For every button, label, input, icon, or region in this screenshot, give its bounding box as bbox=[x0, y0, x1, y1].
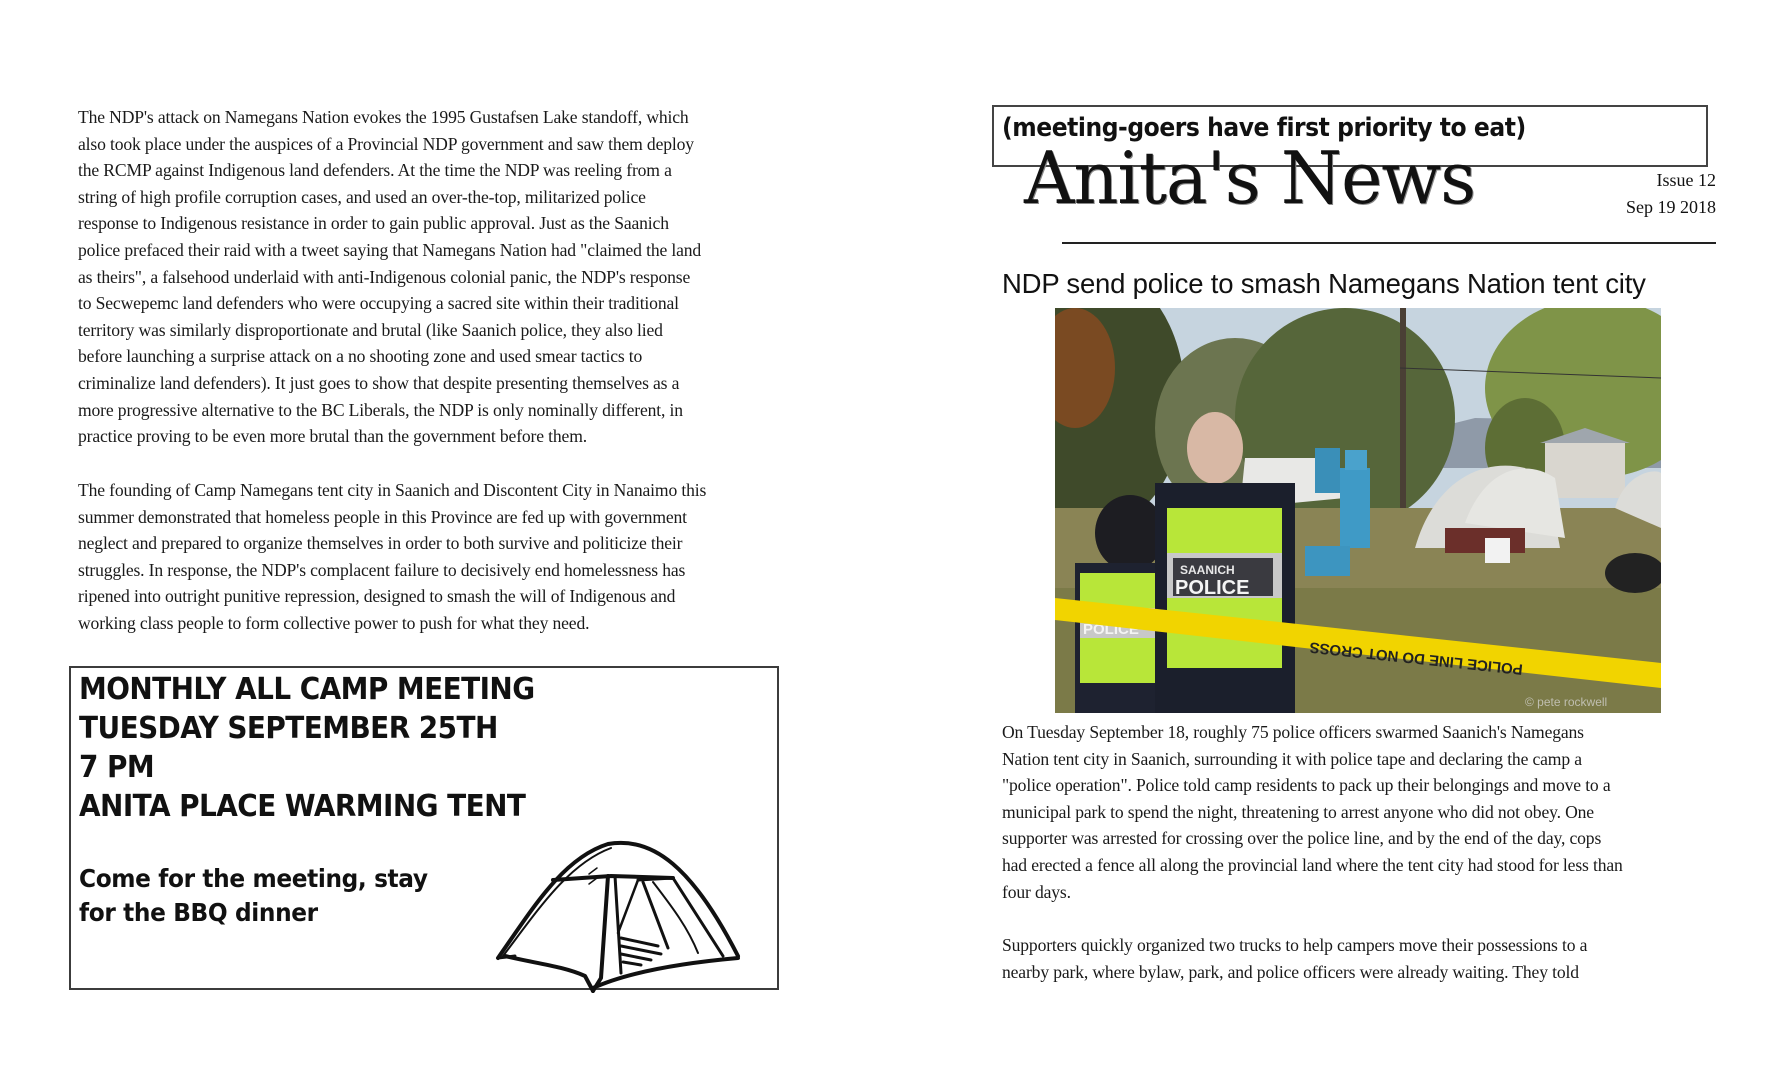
text-line: The founding of Camp Namegans tent city in Saanich and Discontent City in Nanaimo this bbox=[78, 480, 707, 500]
article-paragraph-2 bbox=[78, 477, 706, 637]
text-line: string of high profile corruption cases, and used an over-the-top, militarized police bbox=[78, 186, 646, 207]
text-line: ripened into outright punitive repression, designed to smash the will of Indigenous and bbox=[78, 586, 676, 607]
text-line: nearby park, where bylaw, park, and police officers were already waiting. They told bbox=[1002, 961, 1579, 982]
right-page bbox=[896, 0, 1792, 1088]
text-line: practice proving to be even more brutal than the government before them. bbox=[78, 426, 587, 447]
svg-text:© pete rockwell: © pete rockwell bbox=[1525, 695, 1608, 709]
masthead-divider bbox=[1062, 242, 1716, 244]
article-headline: NDP send police to smash Namegans Nation tent city bbox=[1002, 268, 1646, 299]
meeting-location: ANITA PLACE WARMING TENT bbox=[79, 789, 526, 824]
text-line: neglect and prepared to organize themselves in order to both survive and politicize their bbox=[78, 533, 683, 554]
svg-text:SAANICH: SAANICH bbox=[1180, 563, 1235, 577]
svg-text:POLICE: POLICE bbox=[1175, 577, 1250, 599]
text-line: to Secwepemc land defenders who were occupying a sacred site within their traditional bbox=[78, 293, 679, 314]
article-body-paragraph-2 bbox=[1002, 932, 1587, 985]
text-line: summer demonstrated that homeless people in this Province are fed up with government bbox=[78, 506, 687, 527]
text-line: the RCMP against Indigenous land defenders. At the time the NDP was reeling from a bbox=[78, 160, 672, 181]
text-line: territory was similarly disproportionate and brutal (like Saanich police, they also lied bbox=[78, 319, 663, 340]
text-line: before launching a surprise attack on a no shooting zone and used smear tactics to bbox=[78, 346, 643, 367]
text-line: criminalize land defenders). It just goes to show that despite presenting themselves as a bbox=[78, 372, 680, 393]
issue-date: Sep 19 2018 bbox=[1626, 197, 1716, 217]
police-scene-illustration bbox=[1055, 308, 1661, 713]
text-line: Supporters quickly organized two trucks to help campers move their possessions to a bbox=[1002, 935, 1588, 955]
meeting-title: MONTHLY ALL CAMP MEETING bbox=[79, 672, 535, 707]
text-line: Nation tent city in Saanich, surrounding it with police tape and declaring the camp a bbox=[1002, 748, 1582, 769]
text-line: struggles. In response, the NDP's complacent failure to decisively end homelessness has bbox=[78, 559, 686, 580]
meeting-invite-line-1: Come for the meeting, stay bbox=[79, 864, 428, 893]
article-paragraph-1 bbox=[78, 104, 701, 450]
text-line: On Tuesday September 18, roughly 75 police officers swarmed Saanich's Namegans bbox=[1002, 722, 1584, 742]
tent-icon bbox=[493, 838, 743, 993]
priority-note: (meeting-goers have first priority to eat) bbox=[1002, 113, 1526, 143]
text-line: four days. bbox=[1002, 881, 1071, 902]
text-line: had erected a fence all along the provincial land where the tent city had stood for less than bbox=[1002, 854, 1623, 875]
meeting-announcement-box bbox=[69, 666, 779, 990]
article-photo bbox=[1055, 308, 1661, 713]
issue-number: Issue 12 bbox=[1656, 170, 1716, 190]
issue-info bbox=[1626, 167, 1716, 221]
svg-text:POLICE LINE DO NOT CROSS: POLICE LINE DO NOT CROSS bbox=[1308, 638, 1524, 678]
meeting-date: TUESDAY SEPTEMBER 25TH bbox=[79, 711, 498, 746]
meeting-invite-line-2: for the BBQ dinner bbox=[79, 898, 318, 927]
text-line: working class people to form collective power to push for what they need. bbox=[78, 612, 590, 633]
text-line: more progressive alternative to the BC Liberals, the NDP is only nominally different, in bbox=[78, 399, 683, 420]
newspaper-masthead: Anita's News bbox=[1024, 136, 1476, 220]
article-body-paragraph-1 bbox=[1002, 719, 1623, 905]
text-line: municipal park to spend the night, threatening to arrest anyone who did not obey. One bbox=[1002, 801, 1594, 822]
svg-text:POLICE: POLICE bbox=[1083, 621, 1139, 638]
text-line: The NDP's attack on Namegans Nation evokes the 1995 Gustafsen Lake standoff, which bbox=[78, 107, 689, 127]
text-line: police prefaced their raid with a tweet saying that Namegans Nation had "claimed the land bbox=[78, 239, 702, 260]
meeting-time: 7 PM bbox=[79, 750, 155, 785]
text-line: supporter was arrested for crossing over the police line, and by the end of the day, cops bbox=[1002, 828, 1602, 849]
text-line: response to Indigenous resistance in order to gain public approval. Just as the Saanich bbox=[78, 213, 669, 234]
text-line: "police operation". Police told camp residents to pack up their belongings and move to a bbox=[1002, 775, 1611, 796]
text-line: as theirs", a falsehood underlaid with anti-Indigenous colonial panic, the NDP's response bbox=[78, 266, 691, 287]
text-line: also took place under the auspices of a Provincial NDP government and saw them deploy bbox=[78, 133, 694, 154]
